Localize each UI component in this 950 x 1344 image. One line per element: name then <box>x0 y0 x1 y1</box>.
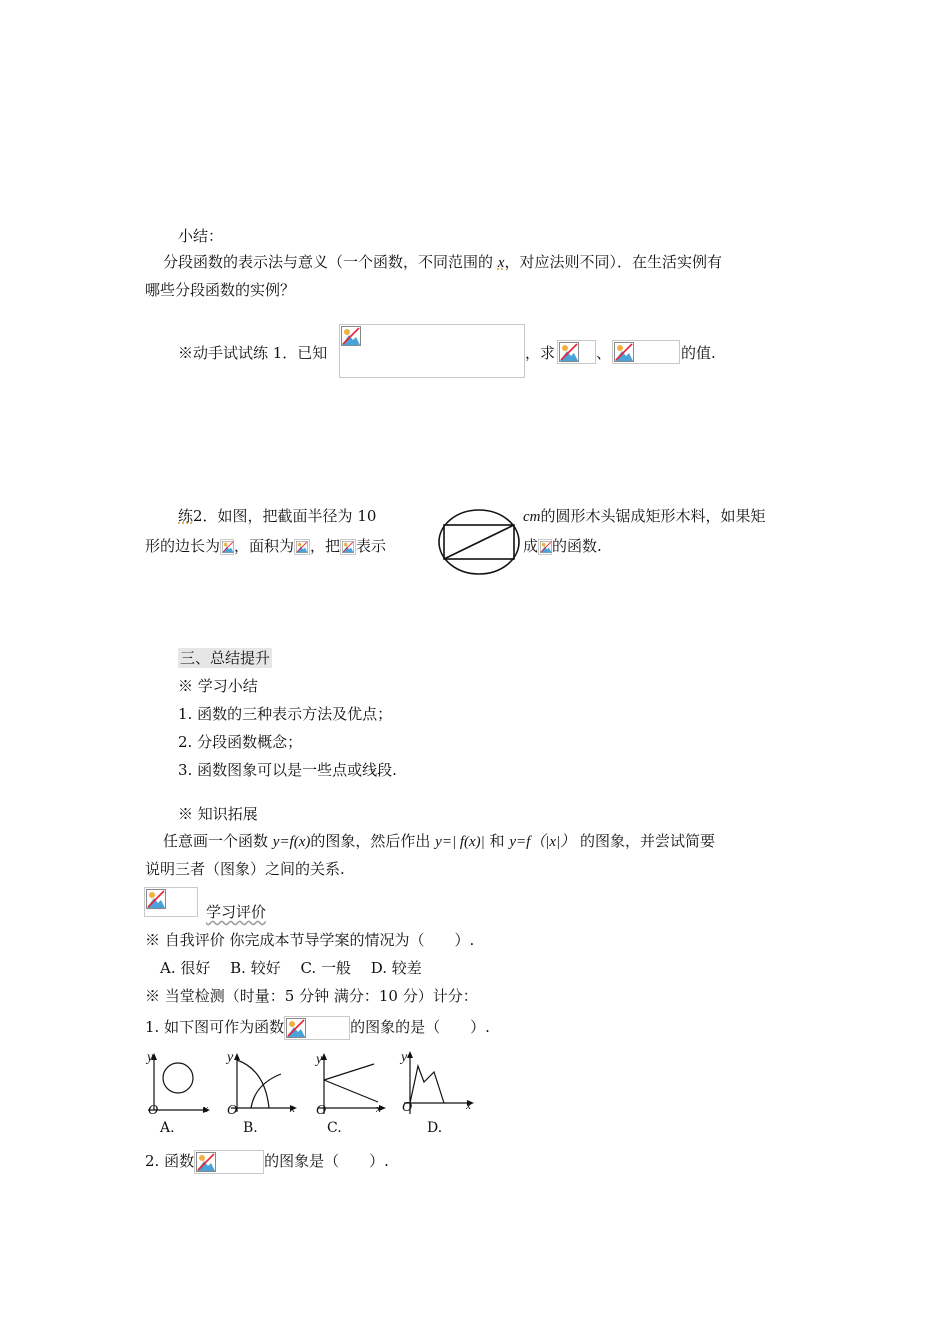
extension-line-1: 任意画一个函数 y=f(x)的图象，然后作出 y=| f(x)| 和 y=f（|x|） 的图象，并尝试简要 <box>163 832 715 850</box>
broken-image-icon <box>342 541 354 553</box>
summary-item-1: 1. 函数的三种表示方法及优点； <box>178 705 393 723</box>
broken-image-icon <box>341 326 361 346</box>
summary-item-2: 2. 分段函数概念； <box>178 733 303 751</box>
formula-image-y <box>294 539 310 555</box>
summary-item-3: 3. 函数图象可以是一些点或线段. <box>178 761 397 779</box>
formula-image-x2 <box>538 539 552 555</box>
evaluation-header-image <box>144 887 198 917</box>
section-3-title: 三、总结提升 <box>180 649 271 667</box>
exercise-1-mid: ，求 <box>525 344 556 362</box>
summary-line-2: 哪些分段函数的实例？ <box>145 281 296 299</box>
formula-image-f2 <box>612 340 680 364</box>
exercise-1-prefix: ※动手试试练 1．已知 <box>178 344 328 362</box>
broken-image-icon <box>296 541 308 553</box>
graph-a-label: A. <box>160 1120 175 1136</box>
graph-a-x-label: x <box>203 1103 208 1115</box>
exercise-2-line-2a: 形的边长为 ，面积为 ，把 表示 <box>145 537 387 555</box>
graph-c-origin: O <box>316 1103 327 1118</box>
graph-b-label: B. <box>243 1120 258 1136</box>
formula-image-function <box>284 1016 350 1040</box>
graph-c-x-label: x <box>376 1103 381 1115</box>
formula-image-function-2 <box>194 1150 264 1174</box>
extension-heading: ※ 知识拓展 <box>178 805 258 823</box>
graph-c-label: C. <box>327 1120 342 1136</box>
broken-image-icon <box>540 541 552 553</box>
self-evaluation-options: A. 很好 B. 较好 C. 一般 D. 较差 <box>160 959 422 977</box>
var-x: x <box>497 255 505 271</box>
graph-b-y-label: y <box>227 1050 234 1065</box>
exercise-2-line-2b: 成 的函数. <box>523 537 602 555</box>
extension-line-2: 说明三者（图象）之间的关系. <box>145 860 345 878</box>
formula-image-piecewise <box>339 324 525 378</box>
self-evaluation: ※ 自我评价 你完成本节导学案的情况为（ ）. <box>145 931 475 949</box>
evaluation-title: 学习评价 <box>206 903 267 921</box>
graph-d-label: D. <box>427 1120 443 1136</box>
circle-rectangle-figure <box>437 508 521 576</box>
exercise-1-suffix: 的值. <box>681 344 716 362</box>
graph-c-y-label: y <box>316 1052 323 1067</box>
exercise-2-line-1a: 练2．如图，把截面半径为 10 <box>178 507 377 525</box>
graph-a-origin: O <box>148 1103 159 1118</box>
graph-d-origin: O <box>402 1100 413 1115</box>
broken-image-icon <box>196 1152 216 1172</box>
in-class-test: ※ 当堂检测（时量：5 分钟 满分：10 分）计分： <box>145 987 478 1005</box>
graph-d-y-label: y <box>401 1050 408 1065</box>
graph-b-origin: O <box>227 1103 238 1118</box>
graph-d-x-label: x <box>466 1100 471 1112</box>
formula-image-x <box>220 539 234 555</box>
question-2: 2. 函数 的图象是（ ）. <box>145 1150 389 1174</box>
broken-image-icon <box>559 342 579 362</box>
graph-b-x-label: x <box>290 1103 295 1115</box>
broken-image-icon <box>614 342 634 362</box>
broken-image-icon <box>286 1018 306 1038</box>
study-summary-heading: ※ 学习小结 <box>178 677 258 695</box>
exercise-2-line-1b: cm的圆形木头锯成矩形木料，如果矩 <box>523 507 766 525</box>
formula-image-y2 <box>340 539 356 555</box>
question-1: 1. 如下图可作为函数 的图象的是（ ）. <box>145 1016 490 1040</box>
exercise-1-sep: 、 <box>596 344 612 362</box>
summary-line-1: 分段函数的表示法与意义（一个函数，不同范围的 x，对应法则不同）．在生活实例有 <box>163 253 722 271</box>
formula-image-f1 <box>557 340 596 364</box>
graph-a-y-label: y <box>147 1050 154 1065</box>
broken-image-icon <box>222 541 234 553</box>
summary-heading: 小结： <box>178 227 224 245</box>
broken-image-icon <box>146 889 166 909</box>
